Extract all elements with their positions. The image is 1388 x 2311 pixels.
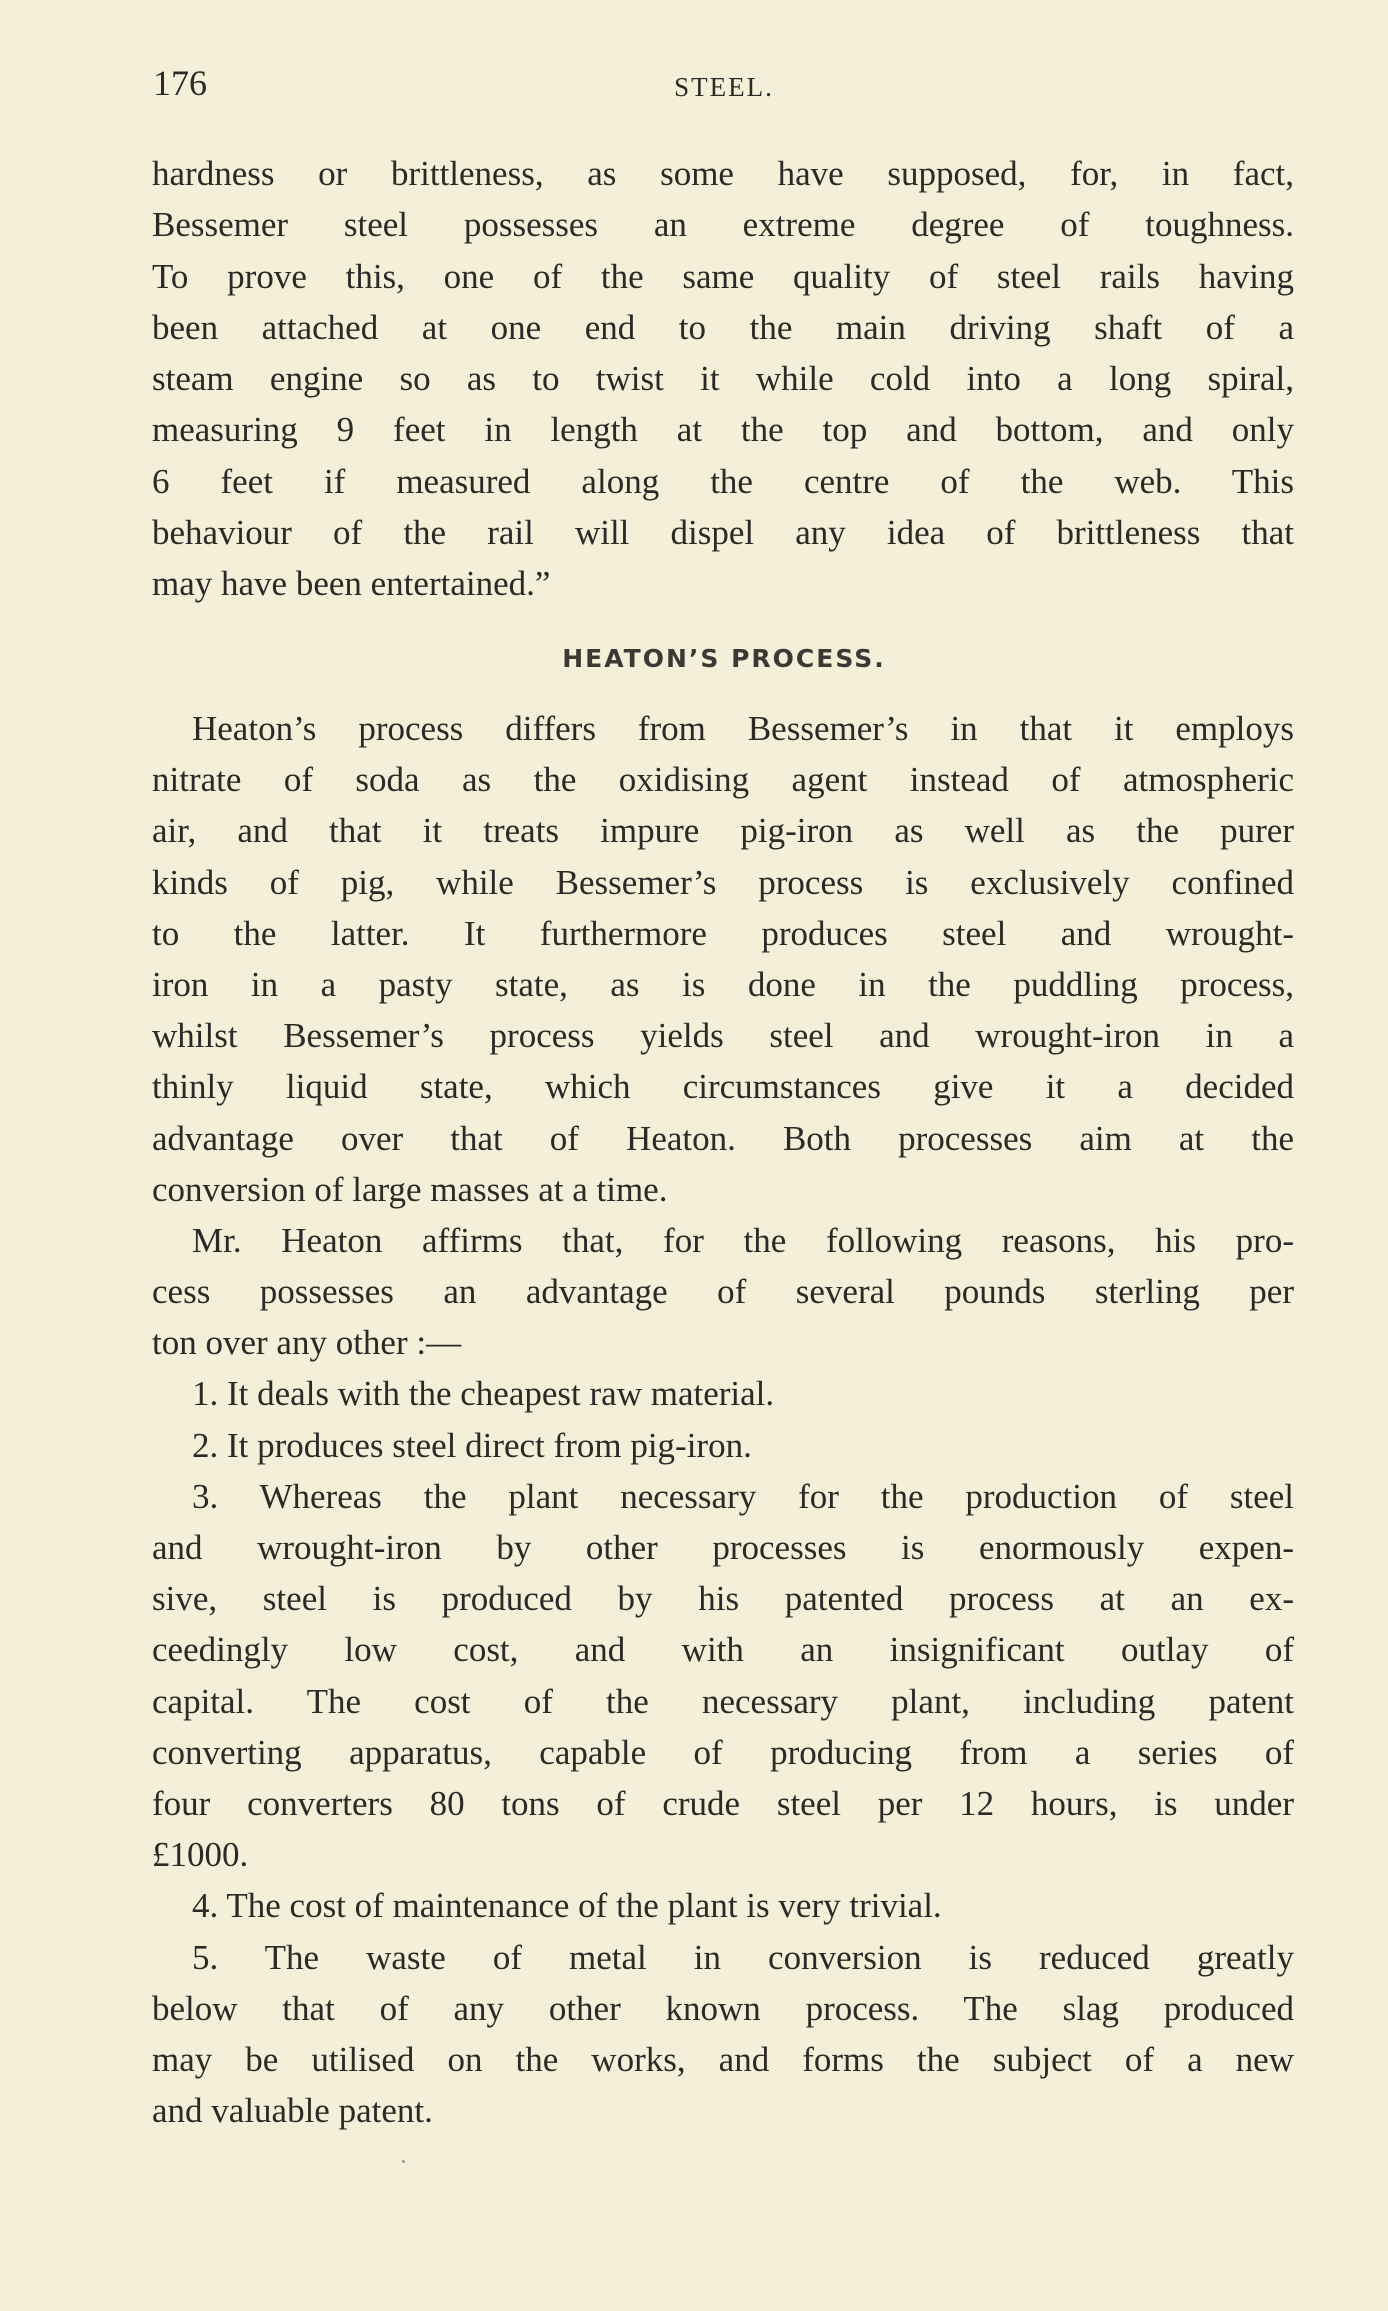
text-line: converting apparatus, capable of producing from a series of <box>152 1732 1294 1772</box>
text-line: nitrate of soda as the oxidising agent instead of atmospheric <box>152 760 1294 800</box>
text-line: 4. The cost of maintenance of the plant is very trivial. <box>192 1886 942 1926</box>
text-line: 2. It produces steel direct from pig-iron. <box>192 1425 752 1465</box>
text-line: advantage over that of Heaton. Both processes aim at the <box>152 1118 1294 1158</box>
text-line: 1. It deals with the cheapest raw material. <box>192 1374 775 1414</box>
text-line: may have been entertained.” <box>152 564 551 604</box>
text-line: Mr. Heaton affirms that, for the following reasons, his pro- <box>192 1220 1294 1260</box>
text-line: steam engine so as to twist it while cold into a long spiral, <box>152 359 1294 399</box>
text-line: To prove this, one of the same quality of steel rails having <box>152 256 1294 296</box>
text-line: four converters 80 tons of crude steel per 12 hours, is under <box>152 1783 1294 1823</box>
text-line: conversion of large masses at a time. <box>152 1169 668 1209</box>
text-line: thinly liquid state, which circumstances give it a decided <box>152 1067 1294 1107</box>
text-line: ton over any other :— <box>152 1323 462 1363</box>
text-line: £1000. <box>152 1835 249 1875</box>
section-body <box>152 703 1294 2136</box>
text-line: Heaton’s process differs from Bessemer’s in that it employs <box>192 709 1294 748</box>
text-line: kinds of pig, while Bessemer’s process is exclusively confined <box>152 862 1294 902</box>
text-line: air, and that it treats impure pig-iron as well as the purer <box>152 811 1294 851</box>
text-line: hardness or brittleness, as some have supposed, for, in fact, <box>152 154 1294 193</box>
running-title: STEEL. <box>674 72 774 102</box>
page-number: 176 <box>153 63 207 103</box>
text-line: iron in a pasty state, as is done in the puddling process, <box>152 964 1294 1004</box>
text-line: 3. Whereas the plant necessary for the production of steel <box>192 1476 1294 1516</box>
text-line: and wrought-iron by other processes is enormously expen- <box>152 1528 1294 1567</box>
text-line: to the latter. It furthermore produces steel and wrought- <box>152 913 1294 953</box>
text-line: 6 feet if measured along the centre of the web. This <box>152 461 1294 501</box>
print-speck <box>402 2160 405 2163</box>
text-line: whilst Bessemer’s process yields steel and wrought-iron in a <box>152 1016 1294 1056</box>
paragraph-continuation <box>152 148 1294 610</box>
text-line: been attached at one end to the main driving shaft of a <box>152 307 1294 347</box>
text-line: sive, steel is produced by his patented process at an ex- <box>152 1579 1294 1619</box>
text-line: cess possesses an advantage of several pounds sterling per <box>152 1272 1294 1312</box>
text-line: may be utilised on the works, and forms the subject of a new <box>152 2039 1294 2079</box>
text-line: measuring 9 feet in length at the top and bottom, and only <box>152 410 1294 450</box>
text-line: ceedingly low cost, and with an insignificant outlay of <box>152 1630 1294 1670</box>
section-heading: HEATON’S PROCESS. <box>562 644 886 673</box>
text-line: behaviour of the rail will dispel any idea of brittleness that <box>152 513 1294 553</box>
text-line: Bessemer steel possesses an extreme degree of toughness. <box>152 205 1294 245</box>
text-line: capital. The cost of the necessary plant, including patent <box>152 1681 1294 1721</box>
text-line: below that of any other known process. The slag produced <box>152 1988 1294 2028</box>
text-line: 5. The waste of metal in conversion is reduced greatly <box>192 1937 1294 1977</box>
text-line: and valuable patent. <box>152 2091 433 2131</box>
